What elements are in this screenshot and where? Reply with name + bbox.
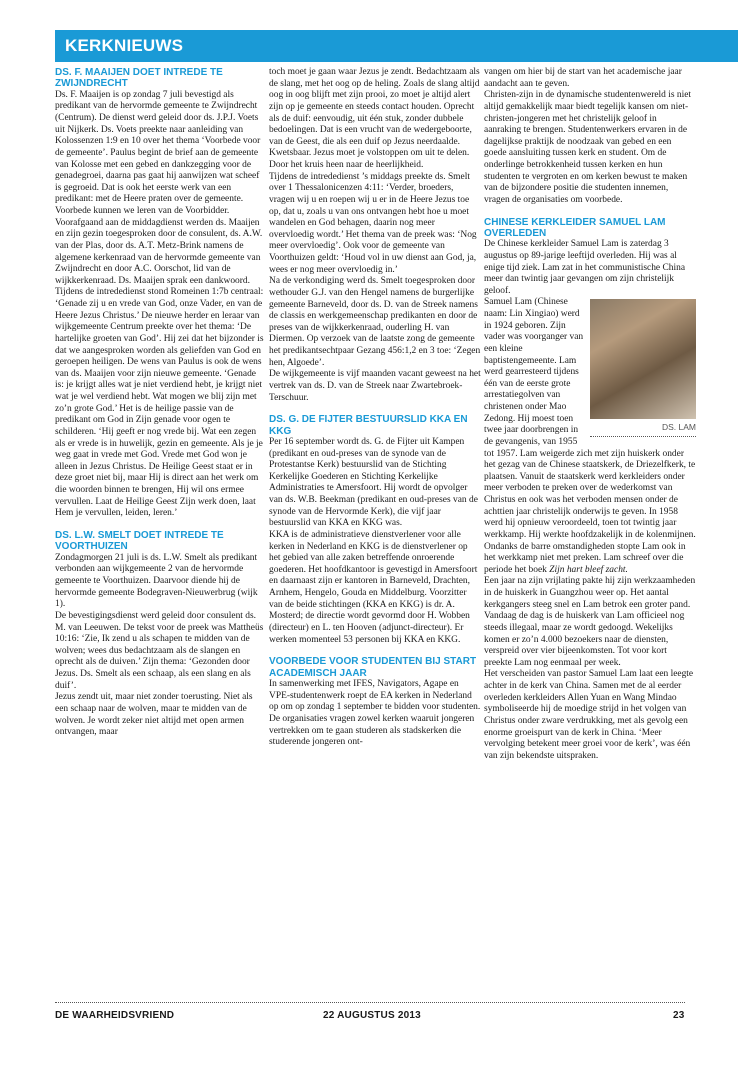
paragraph: De Chinese kerkleider Samuel Lam is zaterdag 3 augustus op 89-jarige leeftijd overleden. Hij was al enige tijd ziek. Lam zat in het communistische China meer dan twintig jaar gevangen om zijn christelijk geloof.: [484, 239, 686, 296]
paragraph: Ds. F. Maaijen is op zondag 7 juli bevestigd als predikant van de hervormde gemeente te Zwijndrecht (Centrum). De dienst werd geleid door ds. J.P.J. Voets uit Nijkerk. Ds. Voets preekte naar aanleiding van Kolossenzen 1:9 en 10 over het thema ‘Voorbede voor de gemeente’. Paulus begint de brief aan de gemeente van Kolosse met een gebed en dankzegging voor de genadegroei, daarna pas gaat hij aanwijzen wat scheef is gegroeid. Dat is ook het eerste werk van een predikant: met de Heere praten over de gemeente. Voorbede kunnen we leren van de Voorbidder.: [55, 89, 261, 217]
paragraph: Christen-zijn in de dynamische studentenwereld is niet altijd gemakkelijk maar biedt tegelijk kansen om niet-christen-jongeren met het christelijk geloof in aanraking te brengen. Studentenwerkers ervaren in de dagelijkse praktijk de noodzaak van gebed en een goede aansluiting tussen kerk en student. Om de onderlinge betrokkenheid tussen kerken en hun studenten te vergroten en om kerken bewust te maken van de bijzondere positie die studenten innemen, vragen de organisaties om voorbede.: [484, 90, 692, 205]
paragraph: toch moet je gaan waar Jezus je zendt. Bedachtzaam als de slang, met het oog op de heling. Zoals de slang altijd oog in oog blijft met zijn prooi, zo moet je altijd alert zijn op je gemeente en steeds contact houden. Oprecht als de duif: eenvoudig, uit één stuk, zonder dubbele bedoelingen. Dat is een vrucht van de wedergeboorte, van de Geest, die als een duif op Jezus neerdaalde. Kwetsbaar. Jezus moet je volstoppen om uit te delen. Door het kruis heen naar de heerlijkheid.: [269, 67, 480, 170]
paragraph: Tijdens de intrededienst stond Romeinen 1:7b centraal: ‘Genade zij u en vrede van God, onze Vader, en van de Heere Jezus Christus.’ De nieuwe herder en leraar van wijkgemeente Centrum preekte over het thema: ‘De hartelijke groeten van God’. Hij zei dat het bijzonder is dat we aangesproken worden als geliefden van God en geroepen heiligen. De wens van Paulus is ook de wens van ds. Maaijen voor zijn nieuwe gemeente. ‘Genade is: je krijgt alles wat je niet verdiend hebt, je krijgt niet wat je wel verdiend hebt. Wat mogen we blij zijn met zo’n grote God.’ Het is de heilige passie van de predikant om God in Zijn genade voor ogen te schilderen. ‘Hij geeft er nog vrede bij. Wat een zegen als er vrede is in huwelijk, gezin en gemeente. Als je je weg gaat in vrede met God. Vrede met God won je alleen in Jezus Christus. De Heilige Geest staat er in deze groet niet bij, maar Hij is direct aan het werk om die woorden binnen te brengen, Hij wil ons ermee vervullen. Laat de Heilige Geest Zijn werk doen, laat Hem je vervullen, leiden, leren.’: [55, 287, 264, 519]
section-title: KERKNIEUWS: [65, 36, 184, 55]
footer-page-number: 23: [673, 1010, 685, 1021]
paragraph: Voorafgaand aan de middagdienst werden ds. Maaijen en zijn gezin toegesproken door de consulent, ds. A.W. van der Plas, door ds. A.T. Metz-Brink namens de algemene kerkenraad van de hervormde gemeente van Zwijndrecht en door A.C. Oorschot, lid van de wijkkerkenraad. Ds. Maaijen sprak een dankwoord.: [55, 217, 263, 286]
paragraph-text: Samuel Lam (Chinese naam: Lin Xingiao) werd in 1924 geboren. Zijn vader was voorganger van een kleine baptistengemeente. Lam werd gearresteerd tijdens één van de eerste grote arrestatiegolven van christenen onder Mao Zedong. Hij moest toen twee jaar doorbrengen in de gevangenis, van 1955 tot 1957. Lam weigerde zich met zijn huiskerk onder het gezag van de Chinese staatskerk, de Driezelfkerk, te plaatsen. Vanuit de staatskerk werd kerkleiders onder meer verboden te preken over de wederkomst van Christus en ook was het verboden mensen onder de achttien jaar christelijk onderwijs te geven. In 1958 werd hij opnieuw veroordeeld, toen tot twintig jaar werkkamp. Hij werkte hoofdzakelijk in de kolenmijnen. Ondanks de barre omstandigheden stopte Lam ook in het werkkamp niet met preken. Lam schreef over die periode het boek: [484, 297, 696, 575]
photo-caption: DS. LAM: [590, 419, 696, 437]
paragraph: De wijkgemeente is vijf maanden vacant geweest na het vertrek van ds. D. van de Streek naar Zwartebroek-Terschuur.: [269, 369, 481, 403]
paragraph: De bevestigingsdienst werd geleid door consulent ds. M. van Leeuwen. De tekst voor de preek was Mattheüs 10:16: ‘Zie, Ik zend u als schapen te midden van de wolven; wees dus bedachtzaam als de slangen en oprecht als de duiven.’ Zijn thema: ‘Gezonden door Jezus. Ds. Smelt als een schaap, als een slang en als duif’.: [55, 610, 264, 691]
footer-divider: [55, 1002, 685, 1003]
section-banner: [55, 30, 738, 62]
portrait-figure: [590, 299, 696, 437]
article-title-voorbede: VOORBEDE VOOR STUDENTEN BIJ START ACADEMISCH JAAR: [269, 656, 477, 679]
paragraph: Een jaar na zijn vrijlating pakte hij zijn werkzaamheden in de huiskerk in Guangzhou weer op. Het aantal kerkgangers steeg snel en Lam betrok een groter pand. Vandaag de dag is de huiskerk van Lam officieel nog steeds illegaal, maar ze wordt gedoogd. Wekelijks komen er zo’n 4.000 bezoekers naar de diensten, verspreid over vier bijeenkomsten. Tot voor kort preekte Lam nog eenmaal per week.: [484, 576, 696, 668]
footer-publication: DE WAARHEIDSVRIEND: [55, 1010, 175, 1021]
paragraph: vangen om hier bij de start van het academische jaar aandacht aan te geven.: [484, 67, 682, 89]
book-title: Zijn hart bleef zacht.: [549, 564, 628, 575]
paragraph: Jezus zendt uit, maar niet zonder toerusting. Niet als een schaap naar de wolven, maar te midden van de wolven. Je wordt zeker niet altijd met open armen ontvangen, maar: [55, 692, 253, 738]
paragraph: Zondagmorgen 21 juli is ds. L.W. Smelt als predikant verbonden aan wijkgemeente 2 van de hervormde gemeente te Voorthuizen. Daarvoor diende hij de hervormde gemeente Bodegraven-Nieuwerbrug (wijk 1).: [55, 552, 258, 610]
column-3: [484, 67, 696, 762]
footer-date: 22 AUGUSTUS 2013: [323, 1010, 421, 1021]
paragraph: Per 16 september wordt ds. G. de Fijter uit Kampen (predikant en oud-preses van de synode van de Protestantse Kerk) bestuurslid van de Stichting Kerkelijke Goederen en Stichting Kerkelijke Administraties te Amersfoort. Hij wordt de opvolger van ds. W.B. Beekman (predikant en oud-preses van de synode van de Hervormde Kerk), die vijf jaar bestuurslid van KKA en KKG was.: [269, 436, 478, 529]
paragraph: Tijdens de intrededienst ’s middags preekte ds. Smelt over 1 Thessalonicenzen 4:11: ‘Verder, broeders, vragen wij u en roepen wij u er in de Heere Jezus toe op, dat u, zoals u van ons ontvangen hebt hoe u moet wandelen en God behagen, daarin nog meer overvloedig wordt.’ Het thema van de preek was: ‘Nog meer overvloedig’. Ook voor de gemeente van Voorthuizen geldt: ‘Houd vol in uw dienst aan God, ja, wees er nog meer overvloedig in.’: [269, 171, 477, 275]
article-title-maaijen: DS. F. MAAIJEN DOET INTREDE TE ZWIJNDRECHT: [55, 67, 223, 90]
paragraph: In samenwerking met IFES, Navigators, Agape en VPE-studentenwerk roept de EA kerken in Nederland op om op zondag 1 september te bidden voor studenten. De organisaties vragen zowel kerken waaruit jongeren vertrekken om te gaan studeren als stadskerken die studerende jongeren ont-: [269, 679, 481, 748]
paragraph: Het verscheiden van pastor Samuel Lam laat een leegte achter in de kerk van China. Samen met de al eerder overleden kerkleiders Allen Yuan en Wang Mindao symboliseerde hij de moedige strijd in het volgen van Christus onder zware verdrukking, met als gevolg een enorme groeispurt van de kerk in China. ‘Meer vervolging betekent meer groei voor de kerk’, was één van zijn bekendste uitspraken.: [484, 669, 694, 761]
paragraph: KKA is de administratieve dienstverlener voor alle kerken in Nederland en KKG is de dienstverlener op het gebied van alle zaken betreffende onroerende goederen. Het hoofdkantoor is gevestigd in Amersfoort en daarnaast zijn er kantoren in Barneveld, Drachten, Arnhem, Hengelo, Gouda en Middelburg. Voorzitter van de beide stichtingen (KKA en KKG) is dr. A. Mosterd; de directie wordt gevormd door H. Wobben (directeur) en L. ten Hooven (adjunct-directeur). Er werken momenteel 53 personen bij KKA en KKG.: [269, 529, 478, 645]
article-title-smelt: DS. L.W. SMELT DOET INTREDE TE VOORTHUIZEN: [55, 529, 224, 553]
article-title-fijter: DS. G. DE FIJTER BESTUURSLID KKA EN KKG: [269, 414, 468, 437]
column-1: [55, 67, 267, 739]
column-2: [269, 67, 481, 749]
portrait-photo: [590, 299, 696, 419]
article-title-lam: CHINESE KERKLEIDER SAMUEL LAM OVERLEDEN: [484, 216, 666, 239]
paragraph: Na de verkondiging werd ds. Smelt toegesproken door wethouder G.J. van den Hengel namens de burgerlijke gemeente Barneveld, door ds. D. van de Streek namens de classis en werkgemeenschap predikanten en door de preses van de wijkkerkenraad, ouderling H. van Diermen. Op verzoek van de laatste zong de gemeente het predikantsechtpaar Gezang 456:1,2 en 3 toe: ‘Zegen hen, Algoede’.: [269, 276, 481, 368]
